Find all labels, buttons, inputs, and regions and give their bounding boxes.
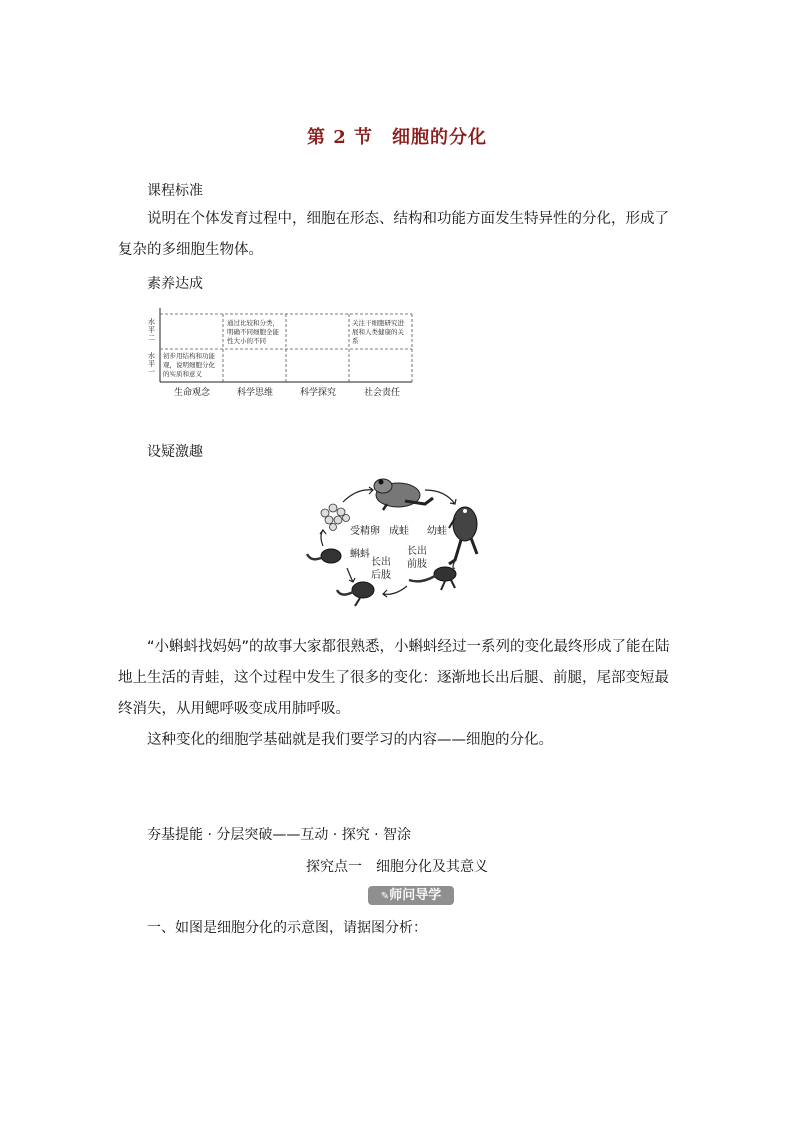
badge-label: 师问导学 — [389, 888, 442, 903]
column-label-science-inquiry: 科学探究 — [300, 388, 337, 398]
cell-level2-social-responsibility: 关注干细胞研究进展和人类健康的关系 — [352, 319, 404, 345]
intro-paragraph-1: “小蝌蚪找妈妈”的故事大家都很熟悉，小蝌蚪经过一系列的变化最终形成了能在陆地上生活的青蛙，这个过程中发生了很多的变化：逐渐地长出后腿、前腿，尾部变短最终消失，从用鳃呼吸变成用肺呼吸。 — [118, 639, 670, 717]
adult-frog-icon — [374, 479, 433, 510]
course-standard-text: 说明在个体发育过程中，细胞在形态、结构和功能方面发生特异性的分化，形成了复杂的多细胞生物体。 — [118, 211, 669, 258]
label-tadpole: 蝌蚪 — [350, 549, 370, 560]
frog-eggs-icon — [321, 504, 350, 531]
column-label-science-thinking: 科学思维 — [237, 388, 274, 398]
young-frog-icon — [449, 507, 477, 564]
row-label-level1: 水平一 — [148, 352, 155, 376]
row-label-level2: 水平二 — [148, 318, 155, 342]
label-fertilized-egg: 受精卵 — [350, 526, 380, 537]
label-adult-frog: 成蛙 — [389, 526, 409, 537]
column-label-life-concept: 生命观念 — [174, 388, 211, 398]
exploration-point-heading: 探究点一 细胞分化及其意义 — [306, 859, 488, 875]
frog-life-cycle-figure — [305, 468, 495, 616]
page-title: 第 2 节 细胞的分化 — [306, 127, 488, 148]
cell-level1-life-concept: 初步用结构和功能观，说明细胞分化的实质和意义 — [163, 352, 215, 378]
label-front-legs: 长出前肢 — [407, 546, 427, 570]
literacy-heading: 素养达成 — [147, 276, 203, 292]
question-text: 一、如图是细胞分化的示意图，请据图分析： — [147, 920, 427, 936]
section-heading: 夯基提能 · 分层突破——互动 · 探究 · 智涂 — [147, 827, 412, 843]
label-young-frog: 幼蛙 — [427, 526, 447, 537]
course-standard-heading: 课程标准 — [147, 183, 203, 199]
teacher-guide-badge — [368, 886, 454, 905]
intro-paragraph-2: 这种变化的细胞学基础就是我们要学习的内容——细胞的分化。 — [147, 732, 553, 748]
tadpole-hind-legs-icon — [337, 582, 374, 606]
cell-level2-science-thinking: 通过比较和分类，明确不同细胞全能性大小的不同 — [227, 319, 279, 345]
intro-heading: 设疑激趣 — [147, 444, 203, 460]
frog-life-cycle-drawing — [305, 468, 495, 616]
label-hind-legs: 长出后肢 — [371, 557, 391, 581]
literacy-level-table — [142, 306, 414, 398]
tadpole-icon — [307, 549, 341, 563]
pencil-icon: ✎ — [380, 891, 390, 902]
column-label-social-responsibility: 社会责任 — [364, 388, 401, 398]
